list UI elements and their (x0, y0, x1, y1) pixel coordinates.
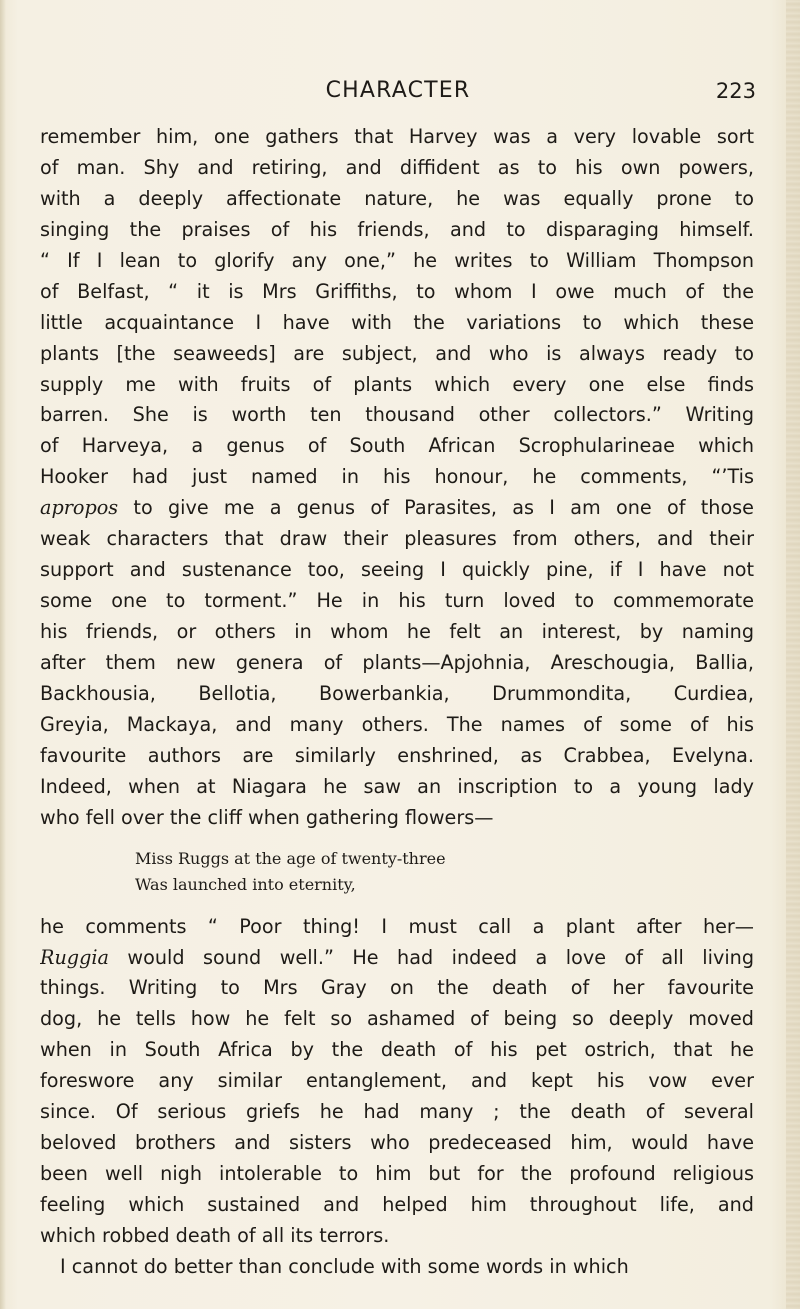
paragraph-2 (40, 912, 754, 1252)
paragraph-3 (40, 1252, 754, 1283)
body-text (40, 122, 754, 1283)
text-line: plants [the seaweeds] are subject, and who is always ready to (40, 341, 754, 365)
text-line: Indeed, when at Niagara he saw an inscription to a young lady (40, 774, 754, 798)
text-line: some one to torment.” He in his turn loved to commemorate (40, 589, 754, 613)
text-line: when in South Africa by the death of his pet ostrich, that he (40, 1038, 754, 1062)
text-run: to give me a genus of Parasites, as I am one of those (118, 496, 754, 520)
text-line: supply me with fruits of plants which every one else finds (40, 372, 754, 396)
verse-line: Miss Ruggs at the age of twenty-three (135, 848, 446, 868)
text-line: which robbed death of all its terrors. (40, 1223, 390, 1247)
text-line: I cannot do better than conclude with some words in which (60, 1254, 629, 1278)
text-line: favourite authors are similarly enshrined, as Crabbea, Evelyna. (40, 743, 754, 767)
text-line: singing the praises of his friends, and to disparaging himself. (40, 217, 754, 241)
text-line: things. Writing to Mrs Gray on the death of her favourite (40, 976, 754, 1000)
page-number: 223 (715, 79, 756, 103)
text-line: since. Of serious griefs he had many ; the death of several (40, 1100, 754, 1124)
text-line: been well nigh intolerable to him but for the profound religious (40, 1162, 754, 1186)
italic-word: Ruggia (40, 945, 109, 969)
text-line: of Belfast, “ it is Mrs Griffiths, to whom I owe much of the (40, 279, 754, 303)
verse-line: Was launched into eternity, (135, 874, 356, 894)
italic-word: apropos (40, 496, 119, 520)
text-line: foreswore any similar entanglement, and kept his vow ever (40, 1069, 754, 1093)
text-line (40, 493, 754, 524)
text-line: of man. Shy and retiring, and diffident as to his own powers, (40, 155, 754, 179)
text-line: support and sustenance too, seeing I quickly pine, if I have not (40, 558, 754, 582)
text-line: “ If I lean to glorify any one,” he writes to William Thompson (40, 248, 754, 272)
page-header (40, 76, 756, 110)
page-gutter-shadow (0, 0, 6, 1309)
text-line (40, 943, 754, 974)
text-line: after them new genera of plants—Apjohnia, Areschougia, Ballia, (40, 650, 754, 674)
text-line: feeling which sustained and helped him throughout life, and (40, 1193, 754, 1216)
text-line: who fell over the cliff when gathering flowers— (40, 805, 494, 829)
page-edge (786, 0, 800, 1309)
text-line: Backhousia, Bellotia, Bowerbankia, Drummondita, Curdiea, (40, 681, 754, 705)
text-line: of Harveya, a genus of South African Scrophularineae which (40, 434, 754, 458)
text-line: weak characters that draw their pleasures from others, and their (40, 527, 754, 551)
text-line: Greyia, Mackaya, and many others. The names of some of his (40, 712, 754, 736)
text-line: beloved brothers and sisters who predeceased him, would have (40, 1131, 754, 1155)
text-line: with a deeply affectionate nature, he was equally prone to (40, 186, 754, 210)
text-line: Hooker had just named in his honour, he comments, “’Tis (40, 465, 754, 489)
verse-quotation (40, 846, 754, 898)
text-run: would sound well.” He had indeed a love of all living (108, 945, 754, 969)
text-line: he comments “ Poor thing! I must call a plant after her— (40, 914, 754, 938)
text-line: little acquaintance I have with the variations to which these (40, 310, 754, 334)
text-line: his friends, or others in whom he felt an interest, by naming (40, 620, 754, 643)
running-head: CHARACTER (325, 78, 471, 103)
text-line: barren. She is worth ten thousand other collectors.” Writing (40, 403, 754, 427)
text-line: dog, he tells how he felt so ashamed of being so deeply moved (40, 1007, 754, 1031)
text-line: remember him, one gathers that Harvey was a very lovable sort (40, 125, 754, 148)
paragraph-1 (40, 122, 754, 834)
